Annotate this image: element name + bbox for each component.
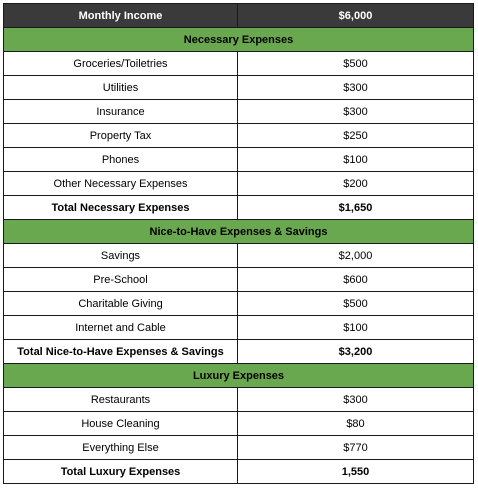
expense-label: Pre-School [4, 268, 238, 292]
table-row [4, 148, 474, 172]
table-row [4, 292, 474, 316]
expense-label: Charitable Giving [4, 292, 238, 316]
expense-label: Utilities [4, 76, 238, 100]
total-row-luxury [4, 460, 474, 484]
section-title: Luxury Expenses [4, 364, 474, 388]
expense-label: Insurance [4, 100, 238, 124]
expense-amount: $500 [238, 292, 474, 316]
expense-amount: $600 [238, 268, 474, 292]
section-title: Nice-to-Have Expenses & Savings [4, 220, 474, 244]
table-row [4, 316, 474, 340]
monthly-income-row [4, 4, 474, 28]
expense-label: Restaurants [4, 388, 238, 412]
expense-label: Everything Else [4, 436, 238, 460]
section-title: Necessary Expenses [4, 28, 474, 52]
expense-amount: $770 [238, 436, 474, 460]
table-row [4, 172, 474, 196]
section-header-necessary [4, 28, 474, 52]
expense-label: House Cleaning [4, 412, 238, 436]
table-row [4, 268, 474, 292]
expense-amount: $100 [238, 148, 474, 172]
expense-amount: $250 [238, 124, 474, 148]
expense-amount: $300 [238, 388, 474, 412]
expense-amount: $300 [238, 100, 474, 124]
monthly-income-label: Monthly Income [4, 4, 238, 28]
expense-amount: $80 [238, 412, 474, 436]
expense-label: Savings [4, 244, 238, 268]
expense-label: Other Necessary Expenses [4, 172, 238, 196]
table-row [4, 76, 474, 100]
expense-amount: $200 [238, 172, 474, 196]
total-row-nice-to-have [4, 340, 474, 364]
section-header-luxury [4, 364, 474, 388]
total-label: Total Nice-to-Have Expenses & Savings [4, 340, 238, 364]
expense-label: Property Tax [4, 124, 238, 148]
total-amount: $1,650 [238, 196, 474, 220]
table-row [4, 412, 474, 436]
table-row [4, 388, 474, 412]
total-row-necessary [4, 196, 474, 220]
table-row [4, 100, 474, 124]
expense-label: Internet and Cable [4, 316, 238, 340]
table-row [4, 52, 474, 76]
total-label: Total Luxury Expenses [4, 460, 238, 484]
total-amount: $3,200 [238, 340, 474, 364]
table-row [4, 436, 474, 460]
expense-amount: $100 [238, 316, 474, 340]
budget-table [3, 3, 474, 484]
expense-label: Groceries/Toiletries [4, 52, 238, 76]
expense-amount: $500 [238, 52, 474, 76]
expense-label: Phones [4, 148, 238, 172]
expense-amount: $300 [238, 76, 474, 100]
table-row [4, 244, 474, 268]
table-row [4, 124, 474, 148]
total-amount: 1,550 [238, 460, 474, 484]
expense-amount: $2,000 [238, 244, 474, 268]
monthly-income-amount: $6,000 [238, 4, 474, 28]
total-label: Total Necessary Expenses [4, 196, 238, 220]
section-header-nice-to-have [4, 220, 474, 244]
